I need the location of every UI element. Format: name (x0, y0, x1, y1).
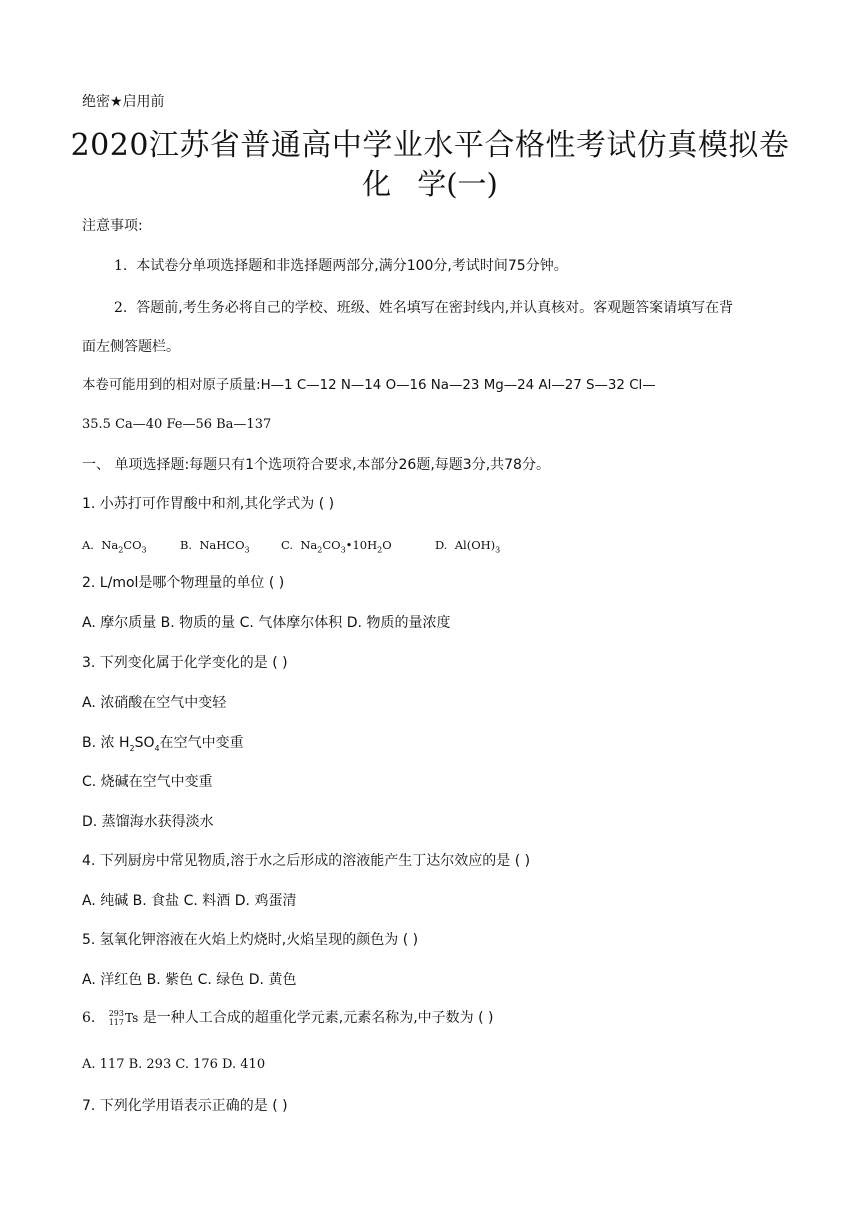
question-5-options: A. 洋红色 B. 紫色 C. 绿色 D. 黄色 (82, 972, 297, 988)
question-3-option-c: C. 烧碱在空气中变重 (82, 774, 213, 790)
question-3-option-d: D. 蒸馏海水获得淡水 (82, 814, 214, 830)
question-6-text: 是一种人工合成的超重化学元素,元素名称为,中子数为 ( ) (142, 1010, 494, 1026)
isotope-symbol: Ts (125, 1011, 139, 1025)
question-3-option-b: B. 浓 $H_2SO_4$在空气中变重 (82, 735, 244, 753)
q1-option-c: C. $Na_2CO_3•10H_2O$ (280, 538, 392, 555)
question-4-options: A. 纯碱 B. 食盐 C. 料酒 D. 鸡蛋清 (82, 893, 297, 909)
section-1-heading: 一、 单项选择题:每题只有1个选项符合要求,本部分26题,每题3分,共78分。 (82, 457, 550, 473)
question-3-option-a: A. 浓硝酸在空气中变轻 (82, 695, 227, 711)
note-item-2-text: 答题前,考生务必将自己的学校、班级、姓名填写在密封线内,并认真核对。客观题答案请填写在背 (136, 300, 734, 316)
question-6-stem (82, 1006, 493, 1030)
note-item-1-text: 本试卷分单项选择题和非选择题两部分,满分100分,考试时间75分钟。 (136, 258, 568, 274)
note-item-2-num: 2. (114, 300, 128, 316)
subject-title (0, 162, 860, 203)
exam-title: 2020江苏省普通高中学业水平合格性考试仿真模拟卷 (70, 128, 790, 163)
note-item-2-continued: 面左侧答题栏。 (82, 339, 180, 355)
question-6-options: A. 117 B. 293 C. 176 D. 410 (82, 1057, 266, 1072)
note-item-2 (114, 298, 733, 318)
q1-option-b: B. NaHCO$_3$ (179, 538, 250, 555)
question-2-stem: 2. L/mol是哪个物理量的单位 ( ) (82, 575, 285, 591)
notes-heading: 注意事项: (82, 218, 143, 234)
question-6-num: 6. (82, 1010, 96, 1026)
question-1-stem: 1. 小苏打可作胃酸中和剂,其化学式为 ( ) (82, 496, 335, 512)
question-4-stem: 4. 下列厨房中常见物质,溶于水之后形成的溶液能产生丁达尔效应的是 ( ) (82, 853, 531, 869)
question-2-options: A. 摩尔质量 B. 物质的量 C. 气体摩尔体积 D. 物质的量浓度 (82, 615, 451, 631)
question-1-options (82, 535, 500, 560)
subject-char-2: 学(一) (417, 167, 498, 201)
secret-mark: 绝密★启用前 (82, 94, 165, 110)
atomic-mass-line-2: 35.5 Ca—40 Fe—56 Ba—137 (82, 417, 272, 432)
q1-option-d: D. $Al(OH)_3$ (434, 538, 501, 555)
q1-option-a: A. $Na_2CO_3$ (82, 538, 147, 555)
note-item-1-num: 1. (114, 258, 128, 274)
atomic-mass-line-1: 本卷可能用到的相对原子质量:H—1 C—12 N—14 O—16 Na—23 Mg—24 Al—27 S—32 Cl— (82, 378, 656, 393)
subject-char-1: 化 (362, 167, 392, 201)
question-3-stem: 3. 下列变化属于化学变化的是 ( ) (82, 655, 288, 671)
question-7-stem: 7. 下列化学用语表示正确的是 ( ) (82, 1098, 288, 1114)
question-5-stem: 5. 氢氧化钾溶液在火焰上灼烧时,火焰呈现的颜色为 ( ) (82, 932, 419, 948)
isotope-notation: 293 117 (108, 1009, 124, 1027)
note-item-1 (114, 256, 568, 276)
